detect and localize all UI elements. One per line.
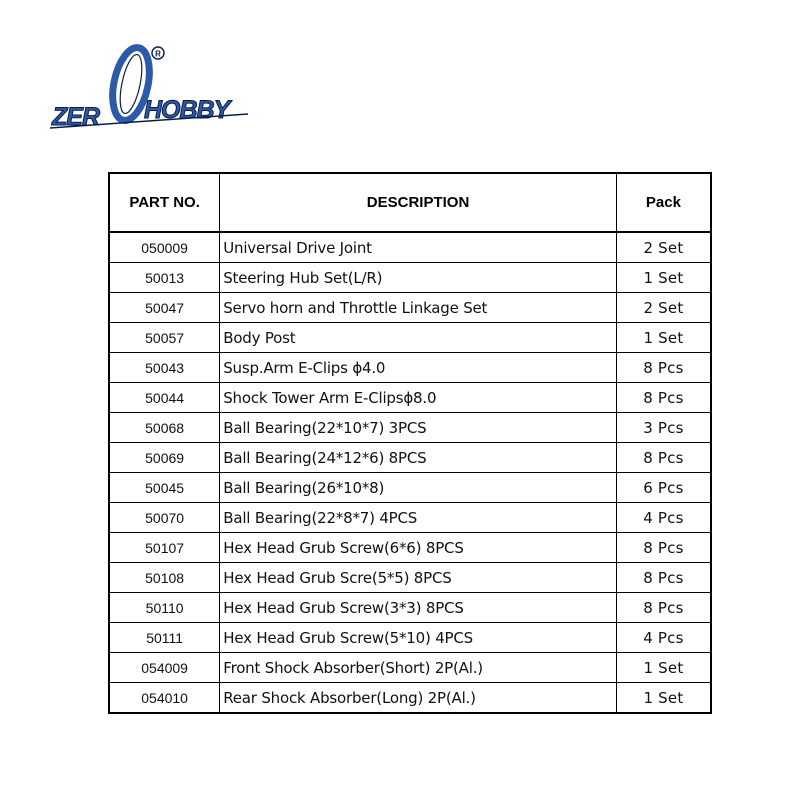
description-cell: Susp.Arm E-Clips ϕ4.0 <box>220 353 617 383</box>
description-cell: Ball Bearing(24*12*6) 8PCS <box>220 443 617 473</box>
pack-cell: 6 Pcs <box>616 473 711 503</box>
description-cell: Ball Bearing(22*8*7) 4PCS <box>220 503 617 533</box>
part-number-cell: 50107 <box>109 533 220 563</box>
table-row <box>109 563 711 593</box>
part-number-cell: 50047 <box>109 293 220 323</box>
table-row <box>109 413 711 443</box>
part-number-cell: 50070 <box>109 503 220 533</box>
description-cell: Hex Head Grub Screw(6*6) 8PCS <box>220 533 617 563</box>
zerohobby-logo <box>48 42 263 132</box>
table-row <box>109 683 711 714</box>
part-number-cell: 50044 <box>109 383 220 413</box>
table-header-row <box>109 173 711 232</box>
part-number-cell: 50057 <box>109 323 220 353</box>
logo-text-left: ZER <box>52 103 99 131</box>
table-row <box>109 293 711 323</box>
table-row <box>109 653 711 683</box>
table-row <box>109 353 711 383</box>
pack-cell: 8 Pcs <box>616 593 711 623</box>
description-cell: Rear Shock Absorber(Long) 2P(Al.) <box>220 683 617 714</box>
description-cell: Body Post <box>220 323 617 353</box>
description-cell: Ball Bearing(26*10*8) <box>220 473 617 503</box>
table-row <box>109 443 711 473</box>
pack-cell: 3 Pcs <box>616 413 711 443</box>
logo-text-right: HOBBY <box>144 96 230 124</box>
part-number-cell: 50045 <box>109 473 220 503</box>
pack-cell: 1 Set <box>616 263 711 293</box>
pack-cell: 1 Set <box>616 653 711 683</box>
description-cell: Steering Hub Set(L/R) <box>220 263 617 293</box>
pack-cell: 8 Pcs <box>616 383 711 413</box>
pack-cell: 4 Pcs <box>616 503 711 533</box>
pack-cell: 8 Pcs <box>616 443 711 473</box>
description-cell: Ball Bearing(22*10*7) 3PCS <box>220 413 617 443</box>
table-row <box>109 383 711 413</box>
pack-cell: 8 Pcs <box>616 353 711 383</box>
table-row <box>109 503 711 533</box>
description-cell: Servo horn and Throttle Linkage Set <box>220 293 617 323</box>
header-description: DESCRIPTION <box>220 173 617 232</box>
pack-cell: 1 Set <box>616 323 711 353</box>
part-number-cell: 054010 <box>109 683 220 714</box>
part-number-cell: 50110 <box>109 593 220 623</box>
table-row <box>109 473 711 503</box>
table-row <box>109 623 711 653</box>
description-cell: Hex Head Grub Scre(5*5) 8PCS <box>220 563 617 593</box>
part-number-cell: 50043 <box>109 353 220 383</box>
part-number-cell: 054009 <box>109 653 220 683</box>
pack-cell: 8 Pcs <box>616 563 711 593</box>
table-row <box>109 263 711 293</box>
description-cell: Universal Drive Joint <box>220 232 617 263</box>
pack-cell: 4 Pcs <box>616 623 711 653</box>
pack-cell: 2 Set <box>616 293 711 323</box>
part-number-cell: 50111 <box>109 623 220 653</box>
part-number-cell: 50108 <box>109 563 220 593</box>
description-cell: Hex Head Grub Screw(3*3) 8PCS <box>220 593 617 623</box>
description-cell: Front Shock Absorber(Short) 2P(Al.) <box>220 653 617 683</box>
part-number-cell: 50069 <box>109 443 220 473</box>
pack-cell: 2 Set <box>616 232 711 263</box>
registered-mark-letter: R <box>155 49 161 59</box>
table-row <box>109 323 711 353</box>
table-row <box>109 232 711 263</box>
parts-table-body <box>109 232 711 713</box>
header-pack: Pack <box>616 173 711 232</box>
table-row <box>109 593 711 623</box>
pack-cell: 1 Set <box>616 683 711 714</box>
description-cell: Shock Tower Arm E-Clipsϕ8.0 <box>220 383 617 413</box>
parts-table <box>108 172 712 714</box>
description-cell: Hex Head Grub Screw(5*10) 4PCS <box>220 623 617 653</box>
part-number-cell: 50013 <box>109 263 220 293</box>
part-number-cell: 50068 <box>109 413 220 443</box>
table-row <box>109 533 711 563</box>
header-part-no: PART NO. <box>109 173 220 232</box>
pack-cell: 8 Pcs <box>616 533 711 563</box>
part-number-cell: 050009 <box>109 232 220 263</box>
